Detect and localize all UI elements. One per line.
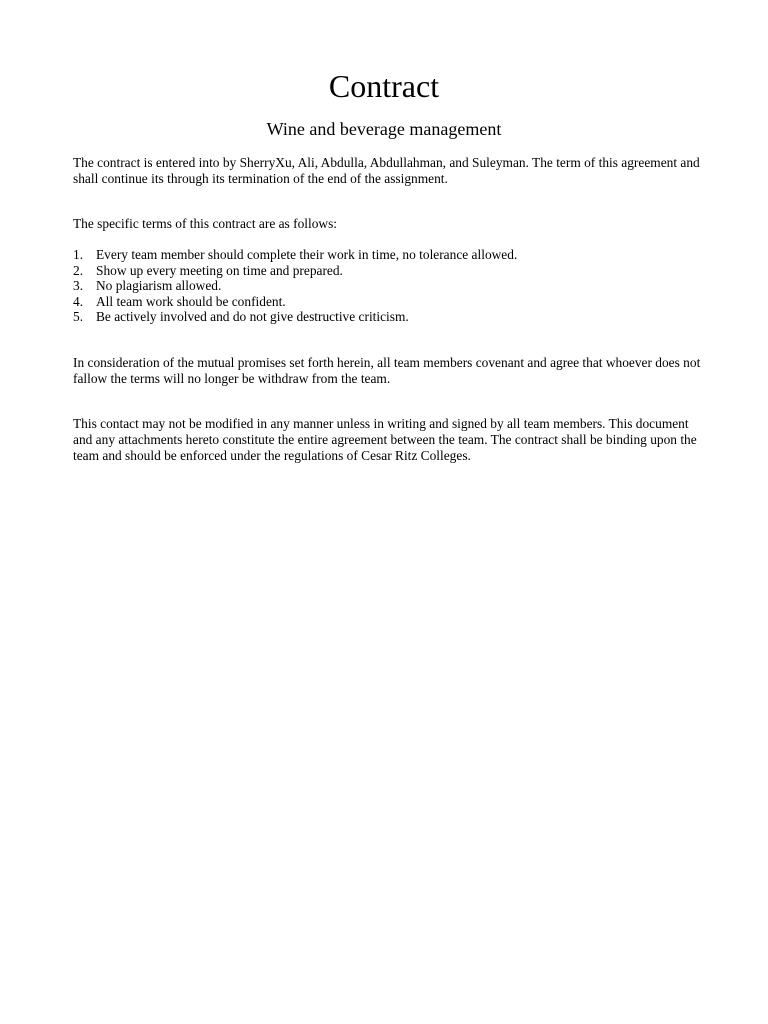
- term-number: 3.: [73, 278, 84, 294]
- terms-list: [73, 247, 703, 325]
- list-item: [73, 294, 703, 310]
- list-item: [73, 309, 703, 325]
- terms-intro-paragraph: The specific terms of this contract are as follows:: [73, 216, 338, 231]
- term-text: Show up every meeting on time and prepared.: [96, 262, 343, 278]
- term-text: No plagiarism allowed.: [96, 278, 222, 294]
- term-text: Be actively involved and do not give destructive criticism.: [96, 309, 409, 325]
- term-text: All team work should be confident.: [96, 293, 286, 309]
- term-number: 1.: [73, 247, 84, 262]
- term-text: Every team member should complete their work in time, no tolerance allowed.: [96, 247, 518, 262]
- list-item: [73, 263, 703, 279]
- consideration-paragraph: In consideration of the mutual promises set forth herein, all team members covenant and agree that whoever does not fallow the terms will no longer be withdraw from the team.: [73, 355, 701, 386]
- term-number: 2.: [73, 262, 84, 278]
- document-title: Contract: [328, 68, 440, 104]
- document-subtitle: Wine and beverage management: [266, 119, 502, 139]
- intro-paragraph: The contract is entered into by SherryXu, Ali, Abdulla, Abdullahman, and Suleyman. The term of this agreement and shall continue its through its termination of the end of the assignment.: [73, 155, 700, 186]
- modification-paragraph: This contact may not be modified in any manner unless in writing and signed by all team members. This document and any attachments hereto constitute the entire agreement between the team. The contract shall be binding upon the team and should be enforced under the regulations of Cesar Ritz Colleges.: [73, 416, 697, 463]
- term-number: 4.: [73, 293, 84, 309]
- list-item: [73, 247, 703, 263]
- list-item: [73, 278, 703, 294]
- term-number: 5.: [73, 309, 84, 325]
